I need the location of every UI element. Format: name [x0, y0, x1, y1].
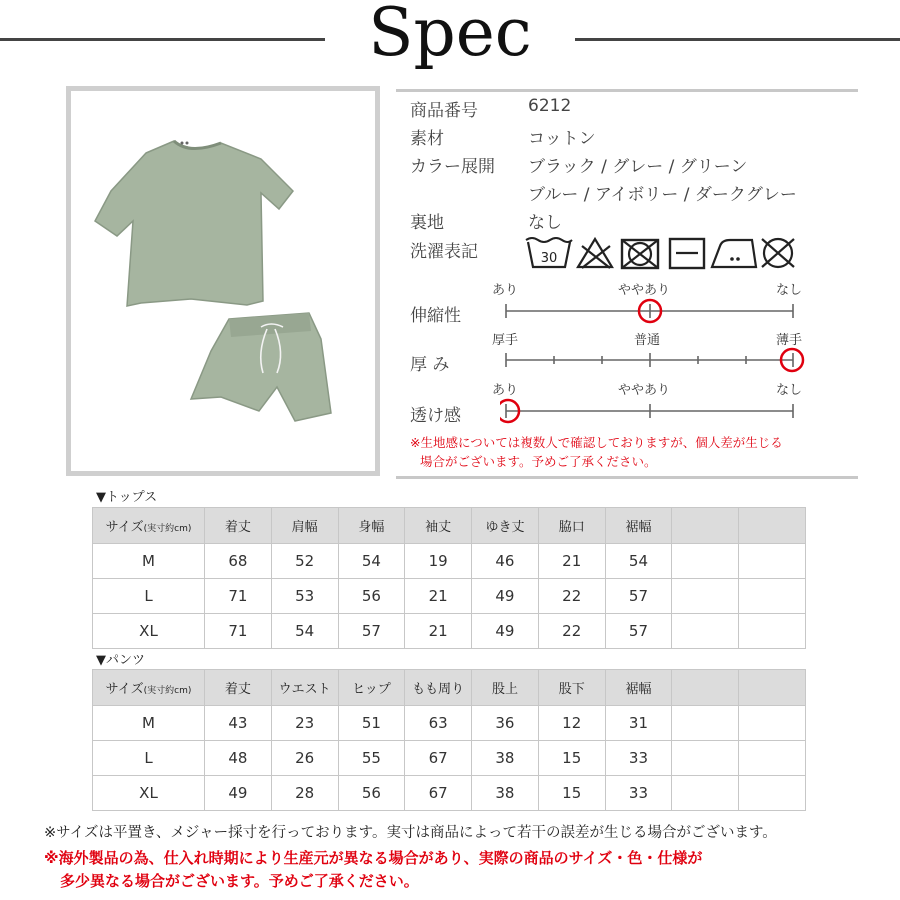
table-header-cell: 股下 [538, 670, 605, 706]
table-cell: 19 [405, 544, 472, 579]
table-cell: 38 [472, 741, 539, 776]
spec-label-lining: 裏地 [410, 213, 444, 233]
table-cell: 55 [338, 741, 405, 776]
table-header-cell: 裾幅 [605, 670, 672, 706]
fabric-note [410, 433, 783, 471]
table-cell [739, 741, 806, 776]
fabric-note-line1: ※生地感については複数人で確認しておりますが、個人差が生じる [410, 435, 783, 450]
table-cell: 57 [605, 579, 672, 614]
table-row [93, 579, 806, 614]
table-header-cell: ヒップ [338, 670, 405, 706]
table-cell: 22 [538, 579, 605, 614]
table-cell: 46 [472, 544, 539, 579]
table-cell: 12 [538, 706, 605, 741]
table-header-cell: 着丈 [205, 508, 272, 544]
overseas-note-line1: ※海外製品の為、仕入れ時期により生産元が異なる場合があり、実際の商品のサイズ・色・仕様が [44, 849, 703, 867]
spec-top-rule [396, 89, 858, 92]
table-cell: 71 [205, 579, 272, 614]
wash-temp-label: 30 [540, 251, 558, 266]
pants-section-title: ▼パンツ [96, 653, 145, 668]
table-cell [672, 706, 739, 741]
table-cell: 33 [605, 776, 672, 811]
table-header-cell [739, 508, 806, 544]
sheer-label: 透け感 [410, 406, 461, 426]
table-cell: 53 [271, 579, 338, 614]
wash-icons [524, 234, 799, 276]
table-cell: M [93, 706, 205, 741]
table-header-cell [739, 670, 806, 706]
tops-section-title: ▼トップス [96, 490, 158, 505]
table-row [93, 741, 806, 776]
table-cell: 15 [538, 776, 605, 811]
table-header-cell: 脇口 [538, 508, 605, 544]
table-cell: 31 [605, 706, 672, 741]
table-cell: 22 [538, 614, 605, 649]
table-cell: 54 [605, 544, 672, 579]
table-cell: 49 [472, 614, 539, 649]
table-row [93, 544, 806, 579]
table-header-cell: ゆき丈 [472, 508, 539, 544]
table-cell [672, 544, 739, 579]
spec-bottom-rule [396, 476, 858, 479]
table-cell: 15 [538, 741, 605, 776]
measurement-note: ※サイズは平置き、メジャー採寸を行っております。実寸は商品によって若干の誤差が生じる場合がございます。 [44, 825, 777, 841]
table-cell: 36 [472, 706, 539, 741]
table-cell: 33 [605, 741, 672, 776]
spec-value-colors-line1: ブラック / グレー / グリーン [528, 157, 748, 177]
table-header-cell: 裾幅 [605, 508, 672, 544]
spec-value-colors-line2: ブルー / アイボリー / ダークグレー [528, 185, 797, 205]
table-header-cell: 袖丈 [405, 508, 472, 544]
spec-label-item-number: 商品番号 [410, 101, 478, 121]
table-cell: 54 [338, 544, 405, 579]
overseas-note-line2: 多少異なる場合がございます。予めご了承ください。 [60, 872, 419, 890]
table-cell: 49 [205, 776, 272, 811]
stretch-scale [500, 298, 810, 324]
wash-30-icon [526, 238, 572, 267]
table-cell: 21 [538, 544, 605, 579]
table-cell: 67 [405, 776, 472, 811]
tops-size-table [92, 507, 806, 649]
table-cell: 21 [405, 579, 472, 614]
table-cell: 28 [271, 776, 338, 811]
spec-value-material: コットン [528, 129, 596, 149]
table-row [93, 706, 806, 741]
fabric-note-line2: 場合がございます。予めご了承ください。 [420, 454, 657, 469]
thickness-scale [500, 347, 810, 373]
product-illustration [71, 91, 375, 471]
table-cell: 52 [271, 544, 338, 579]
product-photo [66, 86, 380, 476]
table-cell [672, 579, 739, 614]
table-cell: M [93, 544, 205, 579]
stretch-left-label: あり [492, 283, 519, 298]
table-cell: 68 [205, 544, 272, 579]
table-header-row [93, 508, 806, 544]
table-cell: XL [93, 776, 205, 811]
table-cell [672, 741, 739, 776]
spec-label-colors: カラー展開 [410, 157, 495, 177]
size-header-cell: サイズ(実寸約cm) [93, 670, 205, 706]
table-cell [739, 776, 806, 811]
table-header-cell: ウエスト [271, 670, 338, 706]
size-header-cell: サイズ(実寸約cm) [93, 508, 205, 544]
spec-value-item-number: 6212 [528, 96, 572, 116]
table-cell: 54 [271, 614, 338, 649]
no-dry-clean-icon [762, 239, 794, 267]
overseas-note [44, 847, 702, 893]
no-bleach-icon [578, 239, 612, 268]
table-cell: 21 [405, 614, 472, 649]
table-cell: 43 [205, 706, 272, 741]
table-cell: 23 [271, 706, 338, 741]
thickness-left-label: 厚手 [492, 333, 519, 348]
table-cell: 51 [338, 706, 405, 741]
sheer-left-label: あり [492, 383, 519, 398]
table-cell: 56 [338, 776, 405, 811]
line-dry-icon [670, 239, 704, 268]
table-row [93, 776, 806, 811]
sheer-right-label: なし [776, 383, 803, 398]
table-cell: L [93, 579, 205, 614]
table-header-cell: 着丈 [205, 670, 272, 706]
thickness-mid-label: 普通 [634, 333, 661, 348]
table-cell: L [93, 741, 205, 776]
table-cell: 63 [405, 706, 472, 741]
table-cell [739, 544, 806, 579]
stretch-right-label: なし [776, 283, 803, 298]
table-cell: 49 [472, 579, 539, 614]
table-cell: 57 [605, 614, 672, 649]
table-header-cell: もも周り [405, 670, 472, 706]
thickness-label: 厚 み [410, 355, 450, 375]
thickness-right-label: 薄手 [776, 333, 803, 348]
table-row [93, 614, 806, 649]
spec-value-lining: なし [528, 213, 562, 233]
pants-size-table [92, 669, 806, 811]
sheer-scale [500, 398, 810, 424]
table-cell [672, 614, 739, 649]
table-cell: 57 [338, 614, 405, 649]
table-header-cell: 身幅 [338, 508, 405, 544]
table-header-cell [672, 508, 739, 544]
table-cell: 38 [472, 776, 539, 811]
table-cell [739, 614, 806, 649]
table-cell: 71 [205, 614, 272, 649]
no-tumble-dry-icon [622, 240, 658, 268]
sheer-mid-label: ややあり [618, 383, 671, 398]
spec-label-material: 素材 [410, 129, 444, 149]
table-cell [739, 706, 806, 741]
shorts-illustration [191, 313, 331, 421]
table-cell: XL [93, 614, 205, 649]
table-cell: 48 [205, 741, 272, 776]
table-cell: 56 [338, 579, 405, 614]
table-header-cell [672, 670, 739, 706]
table-header-cell: 肩幅 [271, 508, 338, 544]
table-cell [672, 776, 739, 811]
iron-low-icon [712, 240, 756, 267]
page-title: Spec [368, 0, 532, 71]
table-cell [739, 579, 806, 614]
spec-label-care: 洗濯表記 [410, 242, 478, 262]
table-header-row [93, 670, 806, 706]
table-cell: 26 [271, 741, 338, 776]
header-rule-right [575, 38, 900, 41]
stretch-label: 伸縮性 [410, 306, 461, 326]
tshirt-illustration [95, 141, 293, 306]
stretch-mid-label: ややあり [618, 283, 671, 298]
table-cell: 67 [405, 741, 472, 776]
table-header-cell: 股上 [472, 670, 539, 706]
